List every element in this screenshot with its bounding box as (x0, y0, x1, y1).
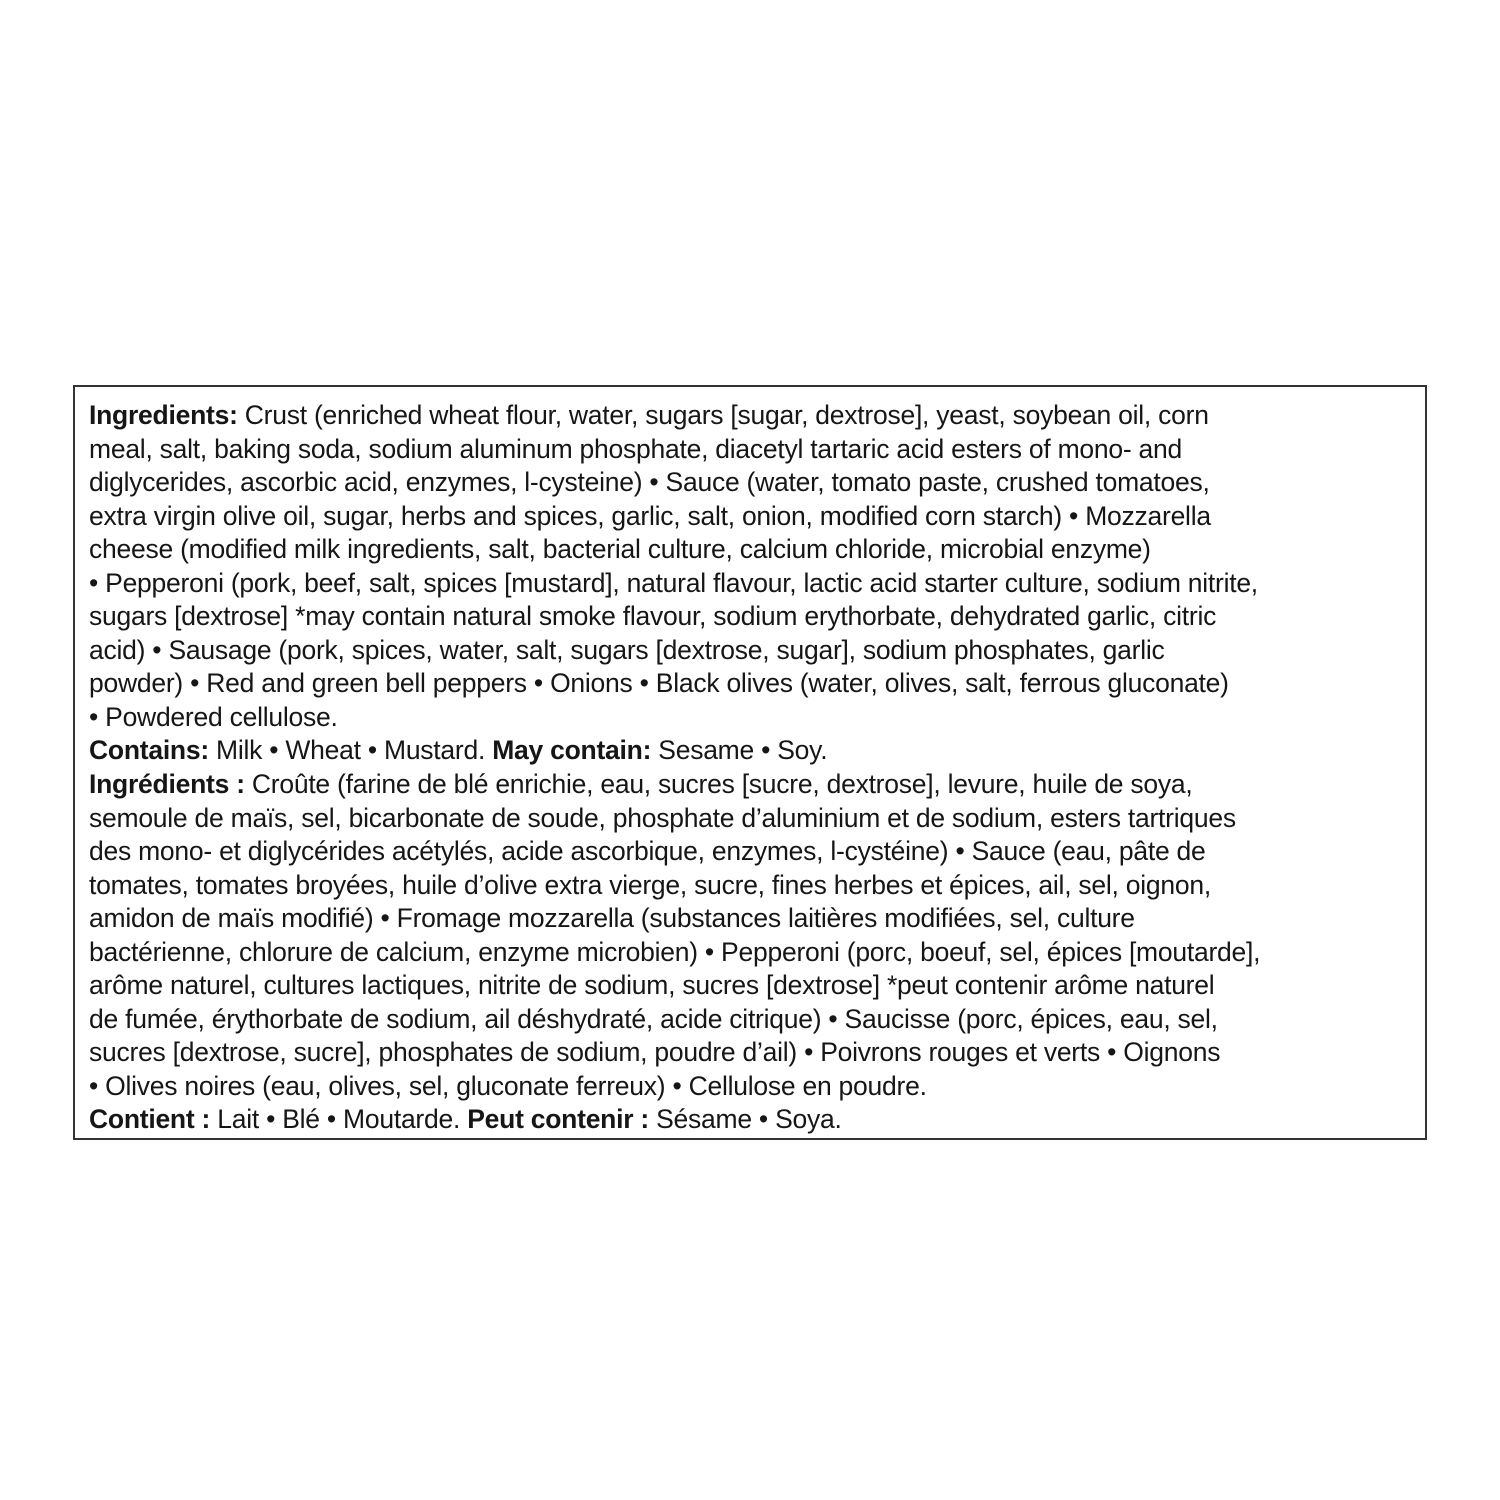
english-ingredients-line: sugars [dextrose] *may contain natural smoke flavour, sodium erythorbate, dehydrated garlic, citric (89, 601, 1217, 632)
english-allergen-statement (89, 734, 1415, 768)
french-may-contain-heading: Peut contenir : (467, 1104, 649, 1135)
english-ingredients-line: meal, salt, baking soda, sodium aluminum phosphate, diacetyl tartaric acid esters of mono- and (89, 433, 1183, 464)
english-ingredients-line: extra virgin olive oil, sugar, herbs and spices, garlic, salt, onion, modified corn starch) • Mozzarella (89, 500, 1211, 531)
french-ingredients-line: tomates, tomates broyées, huile d’olive extra vierge, sucre, fines herbes et épices, ail, sel, oignon, (89, 869, 1211, 900)
english-ingredients-line: • Powdered cellulose. (89, 701, 338, 732)
french-contains-heading: Contient : (89, 1104, 211, 1135)
french-ingredients-line: amidon de maïs modifié) • Fromage mozzarella (substances laitières modifiées, sel, culture (89, 903, 1135, 934)
french-ingredients-heading: Ingrédients : (89, 769, 245, 800)
english-may-contain-text: Sesame • Soy. (651, 735, 828, 766)
ingredients-text-block (89, 399, 1415, 1137)
french-ingredients-text: Croûte (farine de blé enrichie, eau, sucres [sucre, dextrose], levure, huile de soya, (244, 769, 1193, 800)
french-contains-text: Lait • Blé • Moutarde. (210, 1104, 468, 1135)
french-ingredients-line (89, 768, 1415, 802)
french-allergen-statement (89, 1103, 1415, 1137)
french-ingredients-line: des mono- et diglycérides acétylés, acide ascorbique, enzymes, l-cystéine) • Sauce (eau, pâte de (89, 836, 1206, 867)
english-ingredients-line: diglycerides, ascorbic acid, enzymes, l-cysteine) • Sauce (water, tomato paste, crushed tomatoes, (89, 467, 1210, 498)
english-contains-heading: Contains: (89, 735, 209, 766)
french-ingredients-line: de fumée, érythorbate de sodium, ail déshydraté, acide citrique) • Saucisse (porc, épices, eau, sel, (89, 1003, 1218, 1034)
english-ingredients-text: Crust (enriched wheat flour, water, sugars [sugar, dextrose], yeast, soybean oil, corn (237, 400, 1209, 430)
english-ingredients-line: cheese (modified milk ingredients, salt, bacterial culture, calcium chloride, microbial enzyme) (89, 534, 1151, 565)
french-may-contain-text: Sésame • Soya. (648, 1104, 842, 1135)
english-ingredients-line: acid) • Sausage (pork, spices, water, salt, sugars [dextrose, sugar], sodium phosphates, garlic (89, 634, 1165, 665)
english-ingredients-line: powder) • Red and green bell peppers • Onions • Black olives (water, olives, salt, ferrous gluconate) (89, 668, 1229, 699)
french-ingredients-line: arôme naturel, cultures lactiques, nitrite de sodium, sucres [dextrose] *peut contenir arôme naturel (89, 970, 1215, 1001)
english-may-contain-heading: May contain: (492, 735, 652, 766)
french-ingredients-line: sucres [dextrose, sucre], phosphates de sodium, poudre d’ail) • Poivrons rouges et verts • Oignons (89, 1037, 1221, 1068)
french-ingredients-line: bactérienne, chlorure de calcium, enzyme microbien) • Pepperoni (porc, boeuf, sel, épices [moutarde], (89, 936, 1261, 967)
french-ingredients-line: • Olives noires (eau, olives, sel, gluconate ferreux) • Cellulose en poudre. (89, 1070, 927, 1101)
english-ingredients-heading: Ingredients: (89, 400, 238, 430)
english-ingredients-line (89, 399, 1415, 433)
ingredients-label-panel (73, 385, 1427, 1140)
french-ingredients-line: semoule de maïs, sel, bicarbonate de soude, phosphate d’aluminium et de sodium, esters tartriques (89, 802, 1236, 833)
english-contains-text: Milk • Wheat • Mustard. (208, 735, 493, 766)
english-ingredients-line: • Pepperoni (pork, beef, salt, spices [mustard], natural flavour, lactic acid starter culture, sodium nitrite, (89, 567, 1258, 598)
